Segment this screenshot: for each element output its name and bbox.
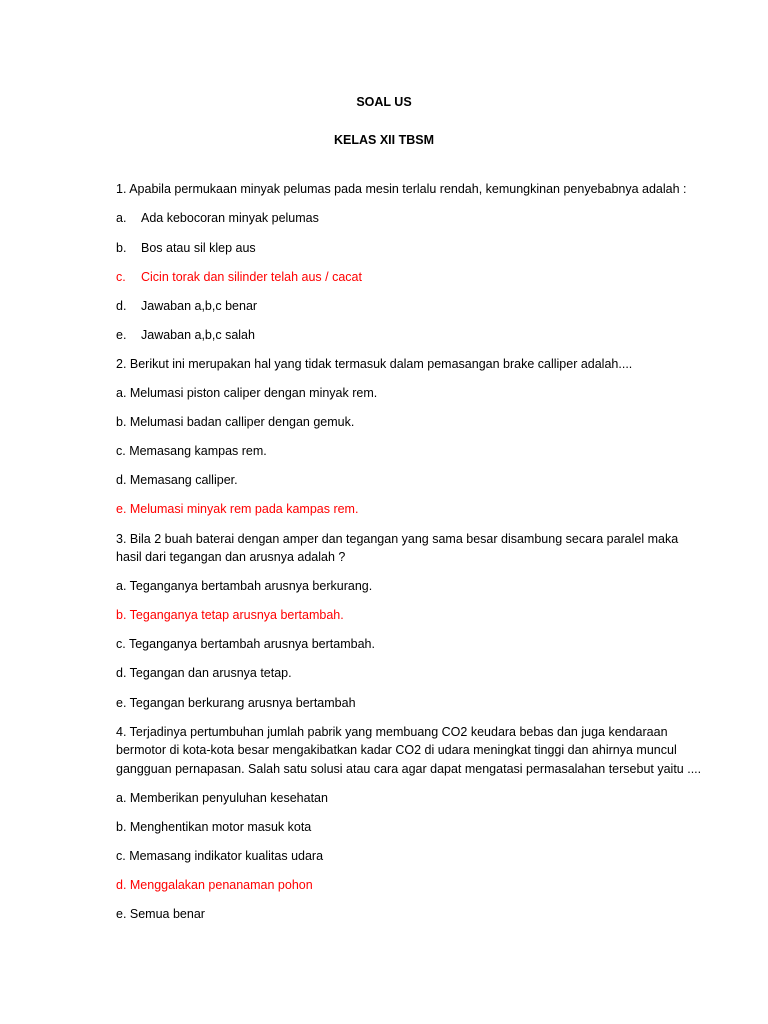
- question-3-text-line-1: 3. Bila 2 buah baterai dengan amper dan tegangan yang sama besar disambung secara paralel maka: [116, 532, 679, 546]
- question-1-option-d: [116, 297, 257, 315]
- question-3-option-a: a. Teganganya bertambah arusnya berkurang.: [116, 579, 373, 593]
- question-2-option-b: b. Melumasi badan calliper dengan gemuk.: [116, 415, 355, 429]
- question-2-text: 2. Berikut ini merupakan hal yang tidak termasuk dalam pemasangan brake calliper adalah....: [116, 357, 633, 371]
- question-3-option-d: d. Tegangan dan arusnya tetap.: [116, 666, 292, 680]
- question-1-option-b: [116, 239, 256, 257]
- question-3-option-b-correct: b. Teganganya tetap arusnya bertambah.: [116, 608, 344, 622]
- option-text: Ada kebocoran minyak pelumas: [141, 211, 319, 225]
- question-1-option-c-correct: [116, 268, 362, 286]
- question-2-option-c: c. Memasang kampas rem.: [116, 444, 267, 458]
- question-3-option-e: e. Tegangan berkurang arusnya bertambah: [116, 696, 356, 710]
- option-letter: b.: [116, 241, 127, 255]
- question-2-option-a: a. Melumasi piston caliper dengan minyak rem.: [116, 386, 378, 400]
- option-text: Cicin torak dan silinder telah aus / cacat: [141, 270, 362, 284]
- question-2-option-e-correct: e. Melumasi minyak rem pada kampas rem.: [116, 502, 359, 516]
- option-text: Jawaban a,b,c benar: [141, 299, 258, 313]
- option-letter: d.: [116, 299, 127, 313]
- question-4-option-d-correct: d. Menggalakan penanaman pohon: [116, 878, 313, 892]
- question-4-text-line-1: 4. Terjadinya pertumbuhan jumlah pabrik yang membuang CO2 keudara bebas dan juga kendaraan: [116, 725, 668, 739]
- question-1-option-a: [116, 209, 319, 227]
- question-2-option-d: d. Memasang calliper.: [116, 473, 238, 487]
- question-4-option-a: a. Memberikan penyuluhan kesehatan: [116, 791, 328, 805]
- question-4-text-line-3: gangguan pernapasan. Salah satu solusi atau cara agar dapat mengatasi permasalahan tersebut yaitu ....: [116, 762, 702, 776]
- question-4-option-b: b. Menghentikan motor masuk kota: [116, 820, 312, 834]
- option-text: Jawaban a,b,c salah: [141, 328, 255, 342]
- option-letter: c.: [116, 270, 126, 284]
- option-letter: a.: [116, 211, 127, 225]
- option-letter: e.: [116, 328, 127, 342]
- question-1-text: 1. Apabila permukaan minyak pelumas pada mesin terlalu rendah, kemungkinan penyebabnya adalah :: [116, 182, 687, 196]
- option-text: Bos atau sil klep aus: [141, 241, 256, 255]
- question-4-option-e: e. Semua benar: [116, 907, 205, 921]
- question-4-text-line-2: bermotor di kota-kota besar mengakibatkan kadar CO2 di udara meningkat tinggi dan ahirnya muncul: [116, 743, 677, 757]
- question-3-option-c: c. Teganganya bertambah arusnya bertambah.: [116, 637, 375, 651]
- document-title: SOAL US: [356, 95, 412, 109]
- question-3-text-line-2: hasil dari tegangan dan arusnya adalah ?: [116, 550, 346, 564]
- question-4-option-c: c. Memasang indikator kualitas udara: [116, 849, 324, 863]
- document-subtitle: KELAS XII TBSM: [333, 133, 434, 147]
- question-1-option-e: [116, 326, 255, 344]
